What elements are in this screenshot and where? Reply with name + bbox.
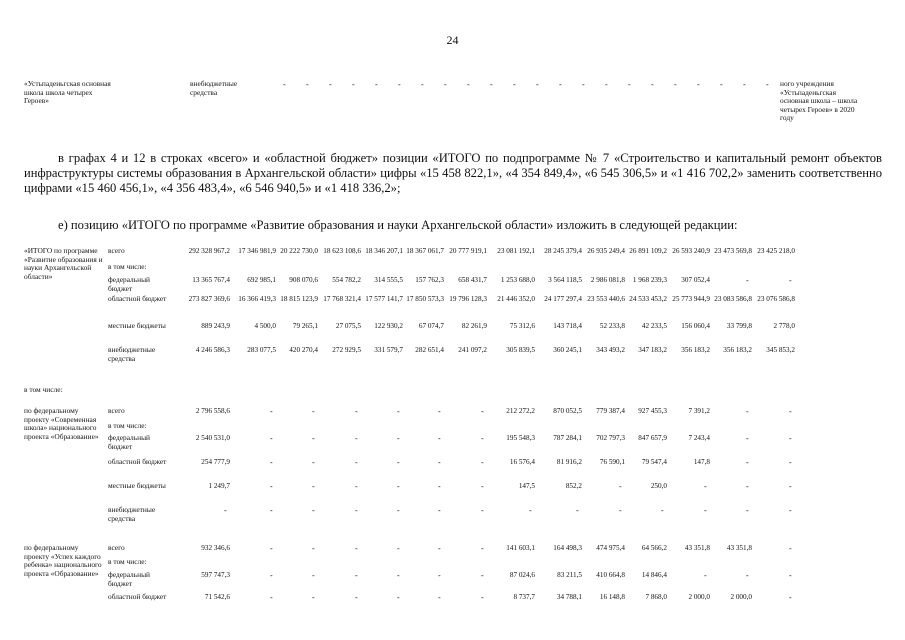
- table-cell: -: [438, 593, 441, 602]
- table-cell: 17 768 321,4: [323, 295, 361, 303]
- table-cell: 23 473 569,8: [714, 247, 752, 255]
- table-cell: 42 233,5: [641, 322, 667, 330]
- table-cell: -: [481, 434, 484, 443]
- item-e-paragraph: е) позицию «ИТОГО по программе «Развитие образования и науки Архангельской области» изложить в следующей редакции:: [58, 218, 738, 232]
- table-cell: 143 718,4: [553, 322, 582, 330]
- table-cell: 356 183,2: [723, 346, 752, 354]
- table-cell: 147,8: [693, 458, 710, 466]
- top-dash: -: [720, 80, 723, 89]
- row-source-label: местные бюджеты: [108, 321, 166, 330]
- table-cell: -: [270, 544, 273, 553]
- table-cell: 17 577 141,7: [365, 295, 403, 303]
- table-cell: -: [312, 506, 315, 515]
- table-cell: -: [746, 407, 749, 416]
- table-cell: -: [270, 571, 273, 580]
- table-cell: 410 664,8: [596, 571, 625, 579]
- table-cell: 241 097,2: [458, 346, 487, 354]
- table-cell: 16 366 419,3: [238, 295, 276, 303]
- table-cell: 16 576,4: [509, 458, 535, 466]
- table-cell: -: [312, 593, 315, 602]
- row-source-label: внебюджетные средства: [108, 345, 156, 363]
- table-cell: -: [704, 482, 707, 491]
- table-cell: 76 590,1: [599, 458, 625, 466]
- table-cell: 23 083 586,8: [714, 295, 752, 303]
- table-cell: -: [789, 571, 792, 580]
- table-cell: 927 455,3: [638, 407, 667, 415]
- table-cell: 292 328 967,2: [188, 247, 230, 255]
- table-cell: 24 177 297,4: [544, 295, 582, 303]
- top-dash: -: [651, 80, 654, 89]
- table-cell: -: [481, 571, 484, 580]
- table-cell: -: [224, 506, 227, 515]
- row-source-label: в том числе:: [108, 421, 147, 430]
- table-cell: 702 797,3: [596, 434, 625, 442]
- top-dash: -: [467, 80, 470, 89]
- table-cell: 2 540 531,0: [195, 434, 230, 442]
- table-cell: -: [312, 544, 315, 553]
- top-dash: -: [421, 80, 424, 89]
- table-cell: -: [789, 276, 792, 285]
- table-cell: -: [355, 544, 358, 553]
- top-dash: -: [582, 80, 585, 89]
- table-cell: -: [481, 544, 484, 553]
- table-cell: 83 211,5: [557, 571, 582, 579]
- row-source-label: местные бюджеты: [108, 481, 166, 490]
- row-source-label: внебюджетные средства: [108, 505, 156, 523]
- table-cell: 2 778,0: [773, 322, 795, 330]
- table-cell: -: [312, 458, 315, 467]
- table-cell: -: [481, 458, 484, 467]
- table-cell: 157 762,3: [415, 276, 444, 284]
- row-source-label: федеральный бюджет: [108, 570, 150, 588]
- table-cell: 156 060,4: [681, 322, 710, 330]
- table-cell: 20 222 730,0: [280, 247, 318, 255]
- table-cell: 314 555,5: [374, 276, 403, 284]
- table-cell: 27 075,5: [335, 322, 361, 330]
- table-cell: -: [619, 506, 622, 515]
- table-cell: 8 737,7: [513, 593, 535, 601]
- table-cell: 28 245 379,4: [544, 247, 582, 255]
- table-cell: 250,0: [650, 482, 667, 490]
- row-source-label: в том числе:: [108, 557, 147, 566]
- table-cell: -: [438, 407, 441, 416]
- table-cell: 283 077,5: [247, 346, 276, 354]
- table-cell: 852,2: [565, 482, 582, 490]
- table-cell: 1 253 688,0: [500, 276, 535, 284]
- table-cell: -: [270, 593, 273, 602]
- table-cell: -: [529, 506, 532, 515]
- table-cell: 26 891 109,2: [629, 247, 667, 255]
- table-cell: 64 566,2: [641, 544, 667, 552]
- row-source-label: областной бюджет: [108, 294, 167, 303]
- table-cell: 420 270,4: [289, 346, 318, 354]
- table-cell: -: [481, 593, 484, 602]
- table-cell: 18 815 123,9: [280, 295, 318, 303]
- row-group-label: по федеральному проекту «Успех каждого ребенка» национального проекта «Образование»: [24, 543, 102, 578]
- table-cell: -: [397, 571, 400, 580]
- table-cell: 1 249,7: [208, 482, 230, 490]
- table-cell: 33 799,8: [726, 322, 752, 330]
- top-dash: -: [329, 80, 332, 89]
- table-cell: 23 553 440,6: [587, 295, 625, 303]
- top-dash: -: [674, 80, 677, 89]
- top-dash: -: [375, 80, 378, 89]
- table-cell: -: [576, 506, 579, 515]
- table-cell: -: [481, 506, 484, 515]
- table-cell: 13 365 767,4: [192, 276, 230, 284]
- table-cell: -: [789, 458, 792, 467]
- table-cell: -: [438, 458, 441, 467]
- row-source-label: в том числе:: [108, 262, 147, 271]
- table-cell: -: [438, 434, 441, 443]
- table-cell: 43 351,8: [684, 544, 710, 552]
- table-cell: 147,5: [518, 482, 535, 490]
- table-cell: 16 148,8: [599, 593, 625, 601]
- table-cell: 19 796 128,3: [449, 295, 487, 303]
- table-cell: 4 246 586,3: [195, 346, 230, 354]
- table-cell: 75 312,6: [509, 322, 535, 330]
- table-cell: 122 930,2: [374, 322, 403, 330]
- top-dash: -: [743, 80, 746, 89]
- table-cell: -: [661, 506, 664, 515]
- table-cell: -: [355, 571, 358, 580]
- table-cell: 932 346,6: [201, 544, 230, 552]
- top-dash: -: [352, 80, 355, 89]
- table-cell: -: [746, 571, 749, 580]
- table-cell: 2 000,0: [730, 593, 752, 601]
- top-dash: -: [628, 80, 631, 89]
- table-cell: 18 623 108,6: [323, 247, 361, 255]
- top-dash: -: [536, 80, 539, 89]
- row-source-label: всего: [108, 406, 125, 415]
- table-cell: -: [481, 407, 484, 416]
- table-cell: 23 076 586,8: [757, 295, 795, 303]
- table-cell: 692 985,1: [247, 276, 276, 284]
- table-cell: 360 245,1: [553, 346, 582, 354]
- table-cell: 307 052,4: [681, 276, 710, 284]
- top-dash: -: [766, 80, 769, 89]
- table-cell: 474 975,4: [596, 544, 625, 552]
- table-cell: -: [438, 571, 441, 580]
- table-cell: 1 968 239,3: [632, 276, 667, 284]
- table-cell: 79 265,1: [292, 322, 318, 330]
- row-source-label: федеральный бюджет: [108, 433, 150, 451]
- table-cell: 87 024,6: [509, 571, 535, 579]
- table-cell: 7 868,0: [645, 593, 667, 601]
- table-cell: -: [270, 407, 273, 416]
- table-cell: -: [312, 482, 315, 491]
- table-cell: -: [397, 506, 400, 515]
- table-cell: 26 593 240,9: [672, 247, 710, 255]
- table-cell: 43 351,8: [726, 544, 752, 552]
- table-cell: 34 788,1: [556, 593, 582, 601]
- page-number: 24: [446, 33, 459, 47]
- table-cell: 347 183,2: [638, 346, 667, 354]
- top-dash: -: [605, 80, 608, 89]
- table-cell: -: [355, 407, 358, 416]
- table-cell: 14 846,4: [641, 571, 667, 579]
- table-cell: 2 000,0: [688, 593, 710, 601]
- table-cell: 23 425 218,0: [757, 247, 795, 255]
- table-cell: -: [704, 571, 707, 580]
- table-cell: 908 070,6: [289, 276, 318, 284]
- table-cell: -: [355, 506, 358, 515]
- table-cell: 597 747,3: [201, 571, 230, 579]
- table-cell: -: [270, 434, 273, 443]
- table-cell: -: [704, 506, 707, 515]
- top-dash: -: [490, 80, 493, 89]
- amendment-paragraph: в графах 4 и 12 в строках «всего» и «областной бюджет» позиции «ИТОГО по подпрограмме № 7 «Строительство и капитальный ремонт объектов инфраструктуры системы образования в Архангельской области» цифры «15 458 822,1», «4 354 849,4», «6 545 306,5» и «1 416 702,2» заменить соответственно цифрами «15 460 456,1», «4 356 483,4», «6 546 940,5» и «1 418 336,2»;: [24, 151, 882, 195]
- table-cell: -: [270, 506, 273, 515]
- table-cell: 212 272,2: [506, 407, 535, 415]
- top-row-source: внебюджетные средства: [190, 79, 238, 97]
- table-cell: 343 493,2: [596, 346, 625, 354]
- table-cell: -: [438, 506, 441, 515]
- top-dash: -: [283, 80, 286, 89]
- table-cell: -: [270, 482, 273, 491]
- table-cell: 282 651,4: [415, 346, 444, 354]
- top-row-note: ного учреждения «Устьпадеиьгская основная школа – школа четырех Героев» в 2020 году: [780, 79, 858, 123]
- table-cell: -: [619, 482, 622, 491]
- table-cell: 18 367 061,7: [406, 247, 444, 255]
- row-source-label: всего: [108, 246, 125, 255]
- in-total-heading: в том числе:: [24, 385, 63, 394]
- table-cell: 18 346 207,1: [365, 247, 403, 255]
- table-cell: 2 796 558,6: [195, 407, 230, 415]
- table-cell: -: [397, 593, 400, 602]
- table-cell: -: [355, 458, 358, 467]
- table-cell: 17 346 981,9: [238, 247, 276, 255]
- table-cell: 7 391,2: [688, 407, 710, 415]
- row-group-label: по федеральному проекту «Современная школа» национального проекта «Образование»: [24, 406, 99, 441]
- row-source-label: федеральный бюджет: [108, 275, 150, 293]
- table-cell: 79 547,4: [641, 458, 667, 466]
- table-cell: 24 533 453,2: [629, 295, 667, 303]
- table-cell: 272 929,5: [332, 346, 361, 354]
- table-cell: -: [789, 506, 792, 515]
- table-cell: -: [789, 434, 792, 443]
- table-cell: -: [789, 593, 792, 602]
- table-cell: -: [746, 506, 749, 515]
- row-source-label: областной бюджет: [108, 457, 167, 466]
- table-cell: 345 853,2: [766, 346, 795, 354]
- table-cell: 164 498,3: [553, 544, 582, 552]
- top-row-label: «Устьпадеиьгская основная школа школа четырех Героев»: [24, 79, 111, 106]
- table-cell: -: [789, 407, 792, 416]
- table-cell: 305 839,5: [506, 346, 535, 354]
- table-cell: -: [438, 544, 441, 553]
- table-cell: -: [397, 544, 400, 553]
- table-cell: 847 657,9: [638, 434, 667, 442]
- table-cell: 21 446 352,0: [497, 295, 535, 303]
- table-cell: -: [397, 458, 400, 467]
- table-cell: 20 777 919,1: [449, 247, 487, 255]
- table-cell: -: [397, 434, 400, 443]
- table-cell: 23 081 192,1: [497, 247, 535, 255]
- table-cell: 52 233,8: [599, 322, 625, 330]
- row-source-label: областной бюджет: [108, 592, 167, 601]
- table-cell: -: [312, 407, 315, 416]
- table-cell: 3 564 118,5: [548, 276, 582, 284]
- table-cell: -: [746, 458, 749, 467]
- table-cell: 331 579,7: [374, 346, 403, 354]
- table-cell: -: [789, 482, 792, 491]
- table-cell: 779 387,4: [596, 407, 625, 415]
- table-cell: 870 052,5: [553, 407, 582, 415]
- top-dash: -: [444, 80, 447, 89]
- table-cell: 4 500,0: [254, 322, 276, 330]
- table-cell: 554 782,2: [332, 276, 361, 284]
- top-dash: -: [559, 80, 562, 89]
- table-cell: -: [397, 482, 400, 491]
- table-cell: -: [746, 482, 749, 491]
- table-cell: 889 243,9: [201, 322, 230, 330]
- table-cell: -: [481, 482, 484, 491]
- table-cell: 25 773 944,9: [672, 295, 710, 303]
- table-cell: 71 542,6: [204, 593, 230, 601]
- row-source-label: всего: [108, 543, 125, 552]
- table-cell: 67 074,7: [418, 322, 444, 330]
- table-cell: 254 777,9: [201, 458, 230, 466]
- table-cell: 141 603,1: [506, 544, 535, 552]
- table-cell: 195 548,3: [506, 434, 535, 442]
- table-cell: -: [312, 571, 315, 580]
- table-cell: -: [789, 544, 792, 553]
- table-cell: -: [438, 482, 441, 491]
- table-cell: 81 916,2: [556, 458, 582, 466]
- table-cell: 7 243,4: [688, 434, 710, 442]
- table-cell: 356 183,2: [681, 346, 710, 354]
- table-cell: -: [312, 434, 315, 443]
- table-cell: 2 986 081,8: [590, 276, 625, 284]
- top-dash: -: [697, 80, 700, 89]
- table-cell: -: [397, 407, 400, 416]
- table-cell: -: [746, 276, 749, 285]
- table-cell: -: [355, 434, 358, 443]
- top-dash: -: [398, 80, 401, 89]
- table-cell: -: [355, 482, 358, 491]
- table-cell: 787 284,1: [553, 434, 582, 442]
- table-cell: 82 261,9: [461, 322, 487, 330]
- top-dash: -: [306, 80, 309, 89]
- table-cell: 17 850 573,3: [406, 295, 444, 303]
- table-cell: 273 827 369,6: [188, 295, 230, 303]
- table-cell: -: [355, 593, 358, 602]
- table-cell: -: [746, 434, 749, 443]
- table-cell: 658 431,7: [458, 276, 487, 284]
- top-dash: -: [513, 80, 516, 89]
- table-cell: -: [270, 458, 273, 467]
- table-cell: 26 935 249,4: [587, 247, 625, 255]
- row-group-label: «ИТОГО по программе «Развитие образования и науки Архангельской области»: [24, 246, 103, 281]
